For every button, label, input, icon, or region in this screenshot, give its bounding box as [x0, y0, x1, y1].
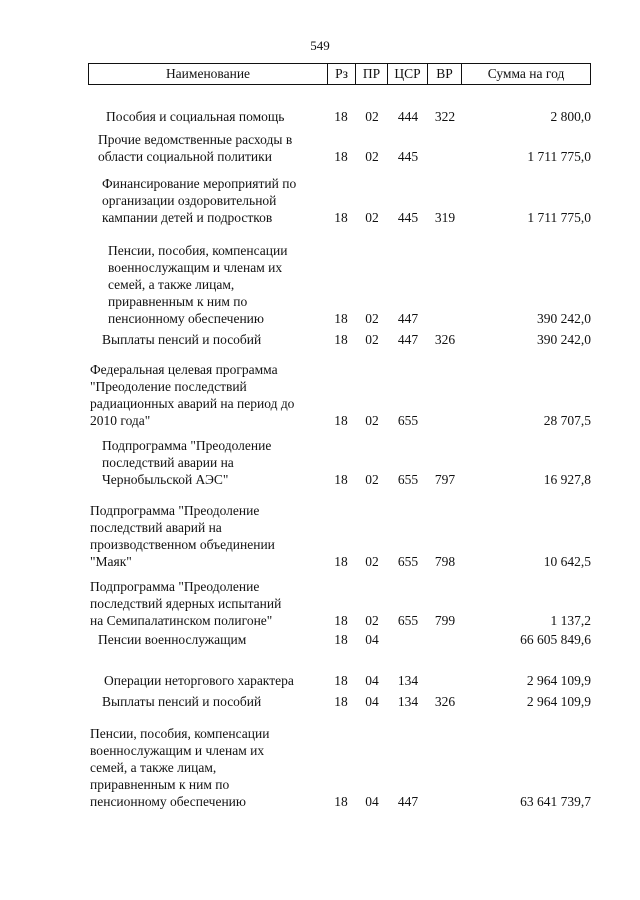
- row-rz: 18: [334, 332, 348, 347]
- row-name-line: военнослужащим и членам их: [108, 260, 283, 275]
- row-name: [88, 578, 330, 629]
- row-rz: 18: [334, 413, 348, 428]
- row-name-line: кампании детей и подростков: [102, 210, 273, 225]
- table-row: [88, 672, 591, 689]
- row-pr: 02: [365, 472, 379, 487]
- row-name: [88, 108, 346, 125]
- row-name-line: Чернобыльской АЭС": [102, 472, 229, 487]
- row-csr: 447: [397, 794, 419, 809]
- row-rz: 18: [334, 613, 348, 628]
- row-rz: 18: [334, 632, 348, 647]
- row-name-line: "Маяк": [90, 554, 132, 569]
- row-name-line: приравненным к ним по: [108, 294, 248, 309]
- row-pr: 04: [365, 632, 379, 647]
- table-row: [88, 361, 591, 429]
- row-name-line: "Преодоление последствий: [90, 379, 247, 394]
- row-sum: 2 800,0: [550, 109, 591, 124]
- header-pr: ПР: [356, 64, 388, 84]
- row-rz: 18: [334, 673, 348, 688]
- row-name: [88, 331, 342, 348]
- row-sum: 66 605 849,6: [520, 632, 591, 647]
- row-pr: 02: [365, 332, 379, 347]
- row-name-line: семей, а также лицам,: [90, 760, 217, 775]
- row-rz: 18: [334, 794, 348, 809]
- table-row: [88, 242, 591, 327]
- row-name-line: Подпрограмма "Преодоление: [102, 438, 272, 453]
- row-name-line: организации оздоровительной: [102, 193, 277, 208]
- table-row: [88, 175, 591, 226]
- row-csr: 134: [397, 673, 419, 688]
- row-pr: 02: [365, 413, 379, 428]
- row-name-line: пенсионному обеспечению: [90, 794, 246, 809]
- row-sum: 1 137,2: [550, 613, 591, 628]
- header-csr: ЦСР: [388, 64, 428, 84]
- row-name-line: Прочие ведомственные расходы в: [98, 132, 293, 147]
- row-sum: 2 964 109,9: [526, 694, 591, 709]
- row-vr: 322: [434, 109, 456, 124]
- row-name: [88, 175, 342, 226]
- row-sum: 1 711 775,0: [527, 149, 591, 164]
- table-row: [88, 437, 591, 488]
- row-rz: 18: [334, 694, 348, 709]
- row-csr: 655: [397, 554, 419, 569]
- row-sum: 390 242,0: [537, 332, 591, 347]
- header-sum: Сумма на год: [487, 66, 565, 81]
- row-pr: 04: [365, 694, 379, 709]
- row-vr: 797: [434, 472, 456, 487]
- row-name: [88, 631, 338, 648]
- row-csr: 444: [397, 109, 419, 124]
- header-rz: Рз: [328, 64, 356, 84]
- row-name: [88, 693, 342, 710]
- row-vr: 319: [434, 210, 456, 225]
- row-vr: 326: [434, 694, 456, 709]
- row-csr: 447: [397, 311, 419, 326]
- row-sum: 28 707,5: [543, 413, 591, 428]
- table-row: [88, 502, 591, 570]
- row-name: [88, 502, 330, 570]
- row-name-line: пенсионному обеспечению: [108, 311, 264, 326]
- row-name-line: Выплаты пенсий и пособий: [102, 332, 262, 347]
- row-name-line: области социальной политики: [98, 149, 272, 164]
- row-rz: 18: [334, 554, 348, 569]
- row-name-line: Операции неторгового характера: [104, 673, 294, 688]
- row-rz: 18: [334, 311, 348, 326]
- row-name: [88, 725, 330, 810]
- row-sum: 2 964 109,9: [526, 673, 591, 688]
- row-sum: 1 711 775,0: [527, 210, 591, 225]
- page-number: 549: [310, 38, 330, 53]
- row-name-line: семей, а также лицам,: [108, 277, 235, 292]
- row-name-line: военнослужащим и членам их: [90, 743, 265, 758]
- row-vr: 799: [434, 613, 456, 628]
- row-pr: 02: [365, 554, 379, 569]
- row-pr: 04: [365, 794, 379, 809]
- row-name-line: приравненным к ним по: [90, 777, 230, 792]
- row-sum: 16 927,8: [543, 472, 591, 487]
- table-row: [88, 131, 591, 165]
- row-pr: 02: [365, 109, 379, 124]
- row-vr: 798: [434, 554, 456, 569]
- row-vr: 326: [434, 332, 456, 347]
- row-rz: 18: [334, 149, 348, 164]
- row-sum: 63 641 739,7: [520, 794, 591, 809]
- row-pr: 02: [365, 613, 379, 628]
- row-name-line: Пенсии, пособия, компенсации: [108, 243, 288, 258]
- row-name: [88, 242, 348, 327]
- row-csr: 134: [397, 694, 419, 709]
- header-name: Наименование: [89, 64, 328, 84]
- table-row: [88, 578, 591, 629]
- row-name: [88, 361, 330, 429]
- row-sum: 10 642,5: [543, 554, 591, 569]
- row-rz: 18: [334, 210, 348, 225]
- row-sum: 390 242,0: [537, 311, 591, 326]
- row-name: [88, 131, 338, 165]
- row-name-line: Пенсии военнослужащим: [98, 632, 247, 647]
- row-name-line: Пособия и социальная помощь: [106, 109, 285, 124]
- row-name-line: Федеральная целевая программа: [90, 362, 278, 377]
- table-row: [88, 331, 591, 348]
- row-rz: 18: [334, 109, 348, 124]
- row-csr: 447: [397, 332, 419, 347]
- row-pr: 02: [365, 311, 379, 326]
- row-csr: 655: [397, 472, 419, 487]
- row-csr: 445: [397, 149, 419, 164]
- row-csr: 445: [397, 210, 419, 225]
- row-name-line: последствий аварий на: [90, 520, 222, 535]
- row-name-line: Подпрограмма "Преодоление: [90, 503, 260, 518]
- row-pr: 02: [365, 149, 379, 164]
- row-name-line: Финансирование мероприятий по: [102, 176, 297, 191]
- row-pr: 02: [365, 210, 379, 225]
- row-name-line: радиационных аварий на период до: [90, 396, 295, 411]
- header-vr: ВР: [428, 64, 462, 84]
- row-name-line: Пенсии, пособия, компенсации: [90, 726, 270, 741]
- table-row: [88, 725, 591, 810]
- row-name-line: последствий аварии на: [102, 455, 234, 470]
- row-rz: 18: [334, 472, 348, 487]
- table-header: [88, 63, 591, 85]
- table-row: [88, 108, 591, 125]
- row-name: [88, 437, 342, 488]
- table-row: [88, 693, 591, 710]
- table-row: [88, 631, 591, 648]
- row-name-line: Подпрограмма "Преодоление: [90, 579, 260, 594]
- row-name-line: Выплаты пенсий и пособий: [102, 694, 262, 709]
- row-csr: 655: [397, 613, 419, 628]
- row-pr: 04: [365, 673, 379, 688]
- row-name: [88, 672, 344, 689]
- row-csr: 655: [397, 413, 419, 428]
- row-name-line: производственном объединении: [90, 537, 275, 552]
- row-name-line: на Семипалатинском полигоне": [90, 613, 273, 628]
- row-name-line: последствий ядерных испытаний: [90, 596, 282, 611]
- row-name-line: 2010 года": [90, 413, 151, 428]
